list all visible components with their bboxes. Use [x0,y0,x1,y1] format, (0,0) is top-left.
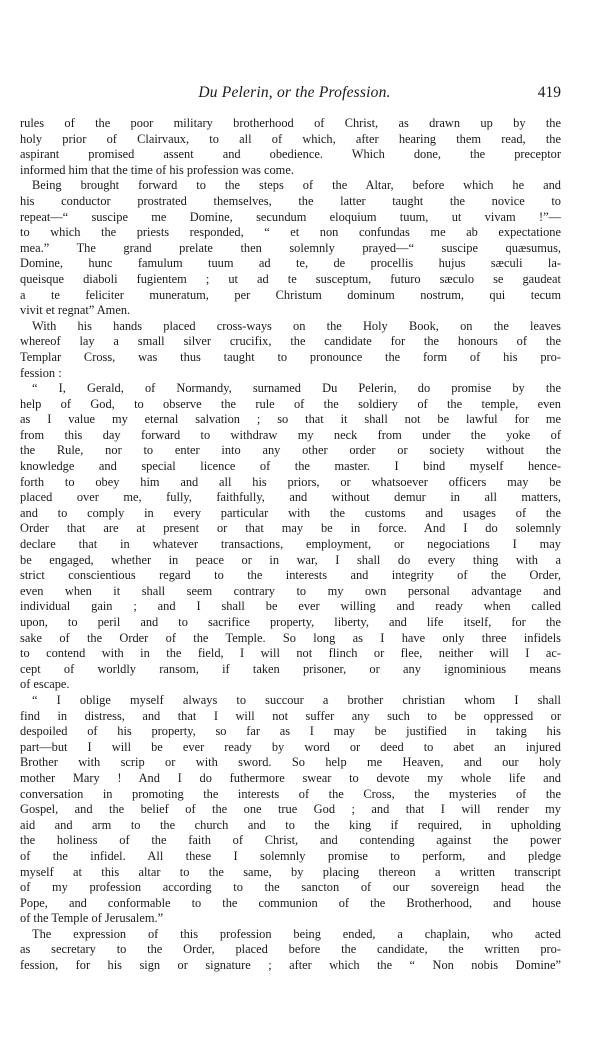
body-text [20,116,561,974]
text-line: fession, for his sign or signature ; after which the “ Non nobis Domine” [20,958,561,973]
text-line: strict conscientious regard to the interests and integrity of the Order, [20,568,561,583]
text-line: and to comply in every particular with the customs and usages of the [20,505,561,520]
text-line: of the infidel. All these I solemnly promise to perform, and pledge [20,848,561,863]
text-line: holy prior of Clairvaux, to all of which, after hearing them read, the [20,131,561,146]
text-line: rules of the poor military brotherhood of Christ, as drawn up by the [20,116,561,130]
text-line: his conductor prostrated themselves, the latter taught the novice to [20,193,561,208]
text-line: upon, to peril and to sacrifice property, liberty, and life itself, for the [20,615,561,629]
text-line: the Rule, nor to enter into any other order or society without the [20,443,561,458]
text-line: repeat—“ suscipe me Domine, secundum eloquium tuum, ut vivam !”— [20,209,561,224]
text-line: Domine, hunc famulum tuum ad te, de procellis hujus sæculi la- [20,256,561,271]
text-line: vivit et regnat” Amen. [20,303,131,318]
text-line: despoiled of his property, so far as I may be justified in taking his [20,724,561,739]
text-line: placed over me, fully, faithfully, and without demur in all matters, [20,490,561,505]
text-line: even when it shall seem contrary to my own personal advantage and [20,583,561,598]
text-line: forth to obey him and all his priors, or whatsoever officers may be [20,474,561,489]
text-line: mother Mary ! And I do futhermore swear to devote my whole life and [20,770,561,785]
text-line: find in distress, and that I will not suffer any such to be oppressed or [20,708,561,723]
text-line: whereof lay a small silver crucifix, the candidate for the honours of the [20,334,561,349]
text-line: mea.” The grand prelate then solemnly prayed—“ suscipe quæsumus, [20,240,561,255]
text-line: sake of the Order of the Temple. So long as I have only three infidels [20,630,561,645]
text-line: of my profession according to the sancton of our sovereign head the [20,880,561,895]
text-line: Order that are at present or that may be in force. And I do solemnly [20,521,561,536]
text-line: individual gain ; and I shall be ever willing and ready when called [20,599,561,614]
text-line: a te feliciter muneratum, per Christum dominum nostrum, qui tecum [20,287,561,302]
text-line: of the Temple of Jerusalem.” [20,911,164,926]
text-line: informed him that the time of his profession was come. [20,162,294,177]
page-header [0,84,589,104]
text-line: Gospel, and the belief of the one true God ; and that I will render my [20,802,561,817]
text-line: conversation in promoting the interests of the Cross, the mysteries of the [20,786,561,801]
text-line: Templar Cross, was thus taught to pronounce the form of his pro- [20,349,561,364]
text-line: to contend with in the field, I will not flinch or flee, neither will I ac- [20,646,561,661]
text-line: aid and arm to the church and to the king if required, in upholding [20,817,561,832]
text-line: fession : [20,365,62,380]
text-line: queisque diaboli fugientem ; ut ad te susceptum, futuro sæculo se gaudeat [20,271,561,286]
text-line: declare that in whatever transactions, employment, or negociations I may [20,537,561,552]
page-number: 419 [537,84,561,101]
text-line: as I value my eternal salvation ; so that it shall not be lawful for me [20,412,561,427]
running-title: Du Pelerin, or the Profession. [198,84,391,101]
text-line: of escape. [20,677,70,692]
text-line: cept of worldly ransom, if taken prisoner, or any ignominious means [20,661,561,676]
text-line: The expression of this profession being ended, a chaplain, who acted [32,926,561,941]
text-line: “ I, Gerald, of Normandy, surnamed Du Pelerin, do promise by the [32,381,561,396]
text-line: With his hands placed cross-ways on the Holy Book, on the leaves [32,318,561,333]
text-line: be engaged, whether in peace or in war, I shall do every thing with a [20,552,561,567]
text-line: Pope, and conformable to the communion of the Brotherhood, and house [20,895,561,910]
text-line: from this day forward to withdraw my neck from under the yoke of [20,427,561,442]
text-line: help of God, to observe the rule of the soldiery of the temple, even [20,396,561,411]
text-line: aspirant promised assent and obedience. Which done, the preceptor [20,147,561,162]
text-line: Being brought forward to the steps of the Altar, before which he and [32,178,561,193]
text-line: to which the priests responded, “ et non confundas me ab expectatione [20,225,561,240]
text-line: Brother with scrip or with sword. So help me Heaven, and our holy [20,755,561,770]
text-line: knowledge and special licence of the master. I bind myself hence- [20,459,561,474]
text-line: the holiness of the faith of Christ, and contending against the power [20,833,561,848]
text-line: part—but I will be ever ready by word or deed to abet an injured [20,739,561,754]
text-line: myself at this altar to the same, by placing thereon a written transcript [20,864,561,879]
text-line: “ I oblige myself always to succour a brother christian whom I shall [32,692,561,707]
text-line: as secretary to the Order, placed before the candidate, the written pro- [20,942,561,957]
